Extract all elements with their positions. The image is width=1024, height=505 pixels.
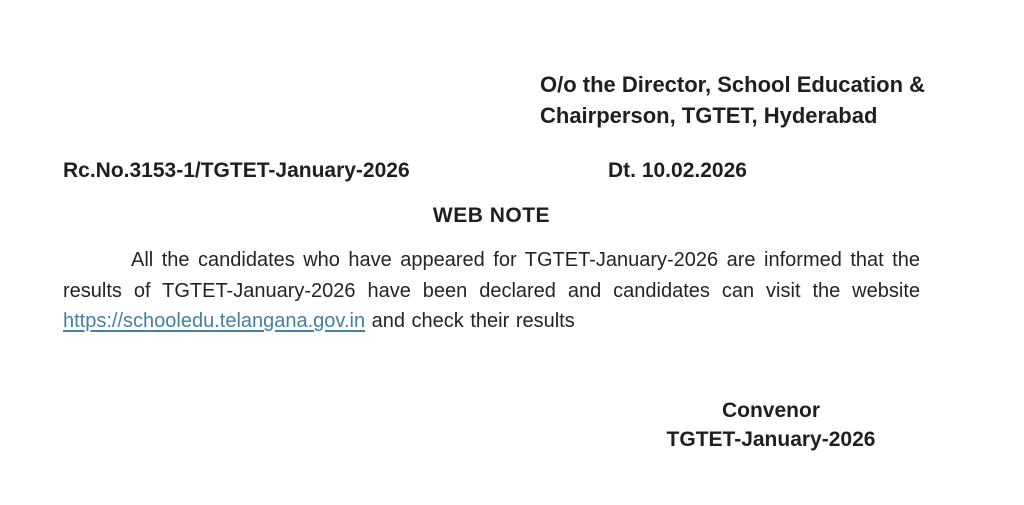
office-header-line1: O/o the Director, School Education & xyxy=(540,72,926,97)
body-text-after-link: and check their results xyxy=(365,310,575,332)
body-paragraph xyxy=(63,245,920,337)
reference-number: Rc.No.3153-1/TGTET-January-2026 xyxy=(63,159,410,182)
results-website-link[interactable]: https://schooledu.telangana.gov.in xyxy=(63,310,366,332)
signature-block xyxy=(620,396,922,454)
reference-row xyxy=(0,159,1024,185)
office-header xyxy=(540,69,925,131)
reference-date: Dt. 10.02.2026 xyxy=(608,159,747,182)
page-title: WEB NOTE xyxy=(432,204,551,227)
signature-exam-name: TGTET-January-2026 xyxy=(666,428,876,451)
office-header-line2: Chairperson, TGTET, Hyderabad xyxy=(540,103,878,128)
signature-designation: Convenor xyxy=(721,399,820,422)
body-text-before-link: All the candidates who have appeared for TGTET-January-2026 are informed that the results of TGTET-January-2026 have been declared and candidates can visit the website xyxy=(63,249,920,302)
